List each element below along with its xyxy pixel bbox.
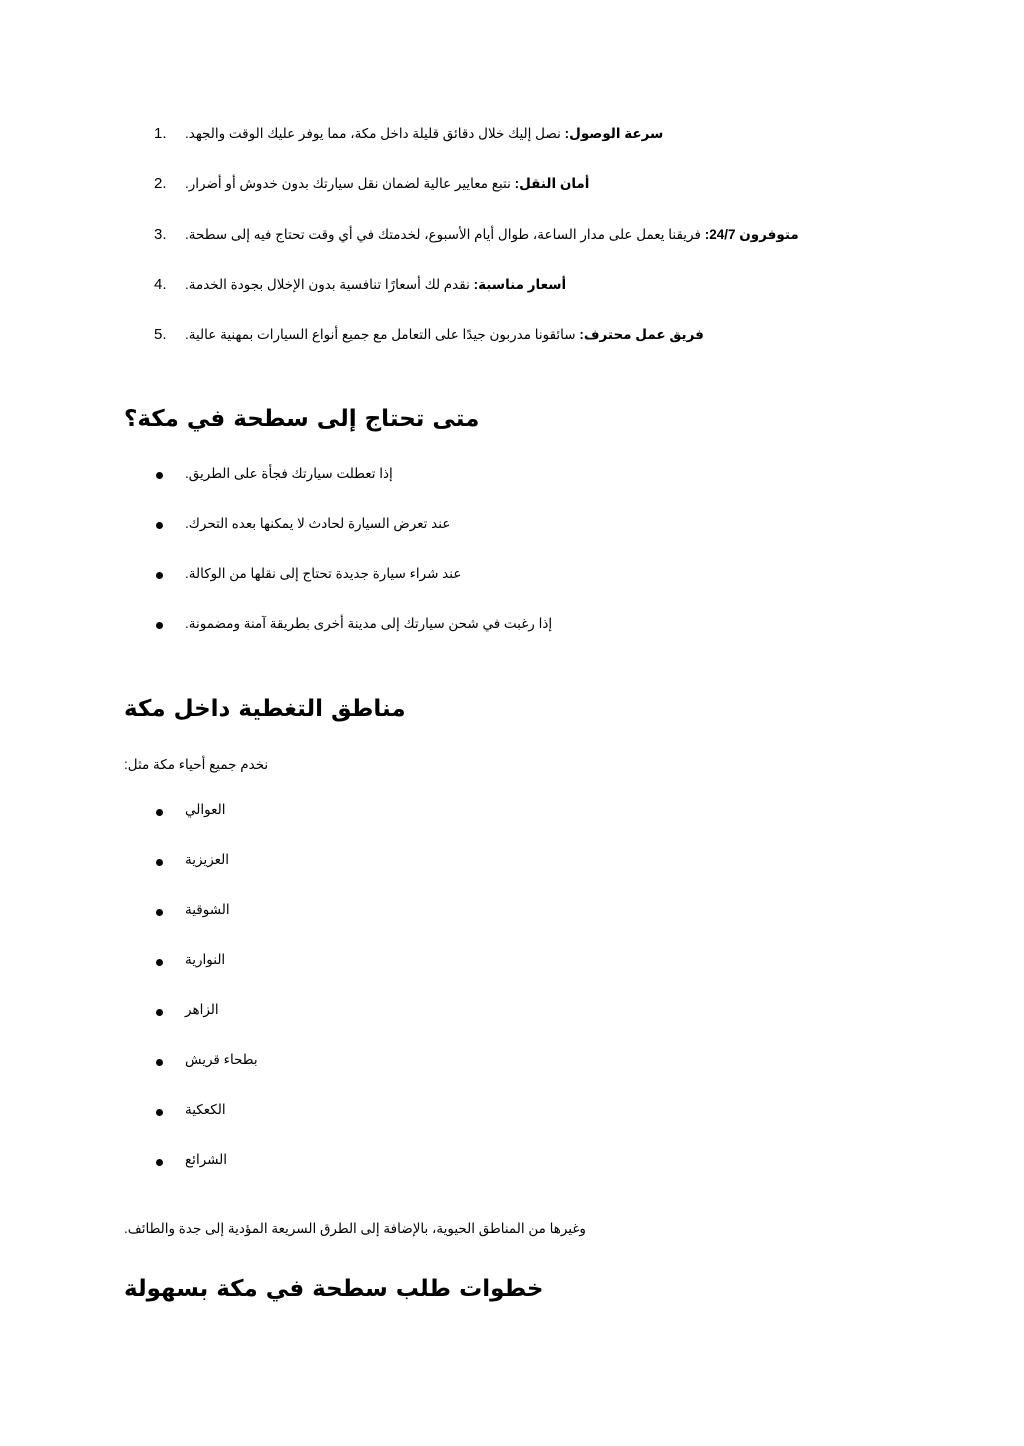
list-text: إذا رغبت في شحن سيارتك إلى مدينة أخرى بطريقة آمنة ومضمونة. — [185, 616, 553, 631]
bullet-icon — [156, 1009, 163, 1016]
list-description: نقدم لك أسعارًا تنافسية بدون الإخلال بجودة الخدمة. — [185, 277, 474, 292]
list-description: سائقونا مدربون جيدًا على التعامل مع جميع أنواع السيارات بمهنية عالية. — [185, 327, 580, 342]
bullet-icon — [156, 809, 163, 816]
list-description: نتبع معايير عالية لضمان نقل سيارتك بدون خدوش أو أضرار. — [185, 176, 515, 191]
list-term: أسعار مناسبة: — [473, 277, 567, 292]
bullet-icon — [156, 572, 163, 579]
bullet-icon — [156, 859, 163, 866]
area-name: الشوقية — [185, 902, 230, 917]
list-text — [185, 326, 704, 344]
list-description: فريقنا يعمل على مدار الساعة، طوال أيام الأسبوع، لخدمتك في أي وقت تحتاج فيه إلى سطحة. — [185, 227, 705, 242]
list-text — [185, 276, 566, 294]
list-text — [185, 175, 589, 193]
list-text — [185, 226, 799, 244]
area-name: الزاهر — [185, 1002, 219, 1017]
bullet-icon — [156, 959, 163, 966]
bullet-icon — [156, 622, 163, 629]
bullet-icon — [156, 522, 163, 529]
list-number: 3. — [154, 226, 167, 243]
bullet-icon — [156, 472, 163, 479]
section-heading-coverage: مناطق التغطية داخل مكة — [124, 696, 406, 722]
list-text: إذا تعطلت سيارتك فجأة على الطريق. — [185, 466, 393, 481]
list-number: 4. — [154, 276, 167, 293]
section-heading-steps: خطوات طلب سطحة في مكة بسهولة — [124, 1276, 544, 1302]
section-heading-when: متى تحتاج إلى سطحة في مكة؟ — [124, 406, 480, 432]
bullet-icon — [156, 909, 163, 916]
area-name: النوارية — [185, 952, 226, 967]
bullet-icon — [156, 1109, 163, 1116]
list-number: 2. — [154, 175, 167, 192]
bullet-icon — [156, 1059, 163, 1066]
list-term: متوفرون 24/7: — [704, 227, 799, 242]
area-name: العزيزية — [185, 852, 230, 867]
list-term: سرعة الوصول: — [564, 126, 664, 141]
coverage-outro: وغيرها من المناطق الحيوية، بالإضافة إلى الطرق السريعة المؤدية إلى جدة والطائف. — [124, 1221, 586, 1236]
list-term: أمان النقل: — [514, 176, 590, 191]
list-description: نصل إليك خلال دقائق قليلة داخل مكة، مما يوفر عليك الوقت والجهد. — [185, 126, 565, 141]
coverage-intro: نخدم جميع أحياء مكة مثل: — [124, 757, 269, 772]
list-text: عند تعرض السيارة لحادث لا يمكنها بعده التحرك. — [185, 516, 451, 531]
area-name: الكعكية — [185, 1102, 226, 1117]
list-number: 5. — [154, 326, 167, 343]
area-name: العوالي — [185, 802, 226, 817]
list-text: عند شراء سيارة جديدة تحتاج إلى نقلها من الوكالة. — [185, 566, 462, 581]
list-term: فريق عمل محترف: — [579, 327, 704, 342]
list-number: 1. — [154, 125, 167, 142]
area-name: الشرائع — [185, 1152, 228, 1167]
bullet-icon — [156, 1159, 163, 1166]
list-text — [185, 125, 663, 143]
area-name: بطحاء قريش — [185, 1052, 258, 1067]
